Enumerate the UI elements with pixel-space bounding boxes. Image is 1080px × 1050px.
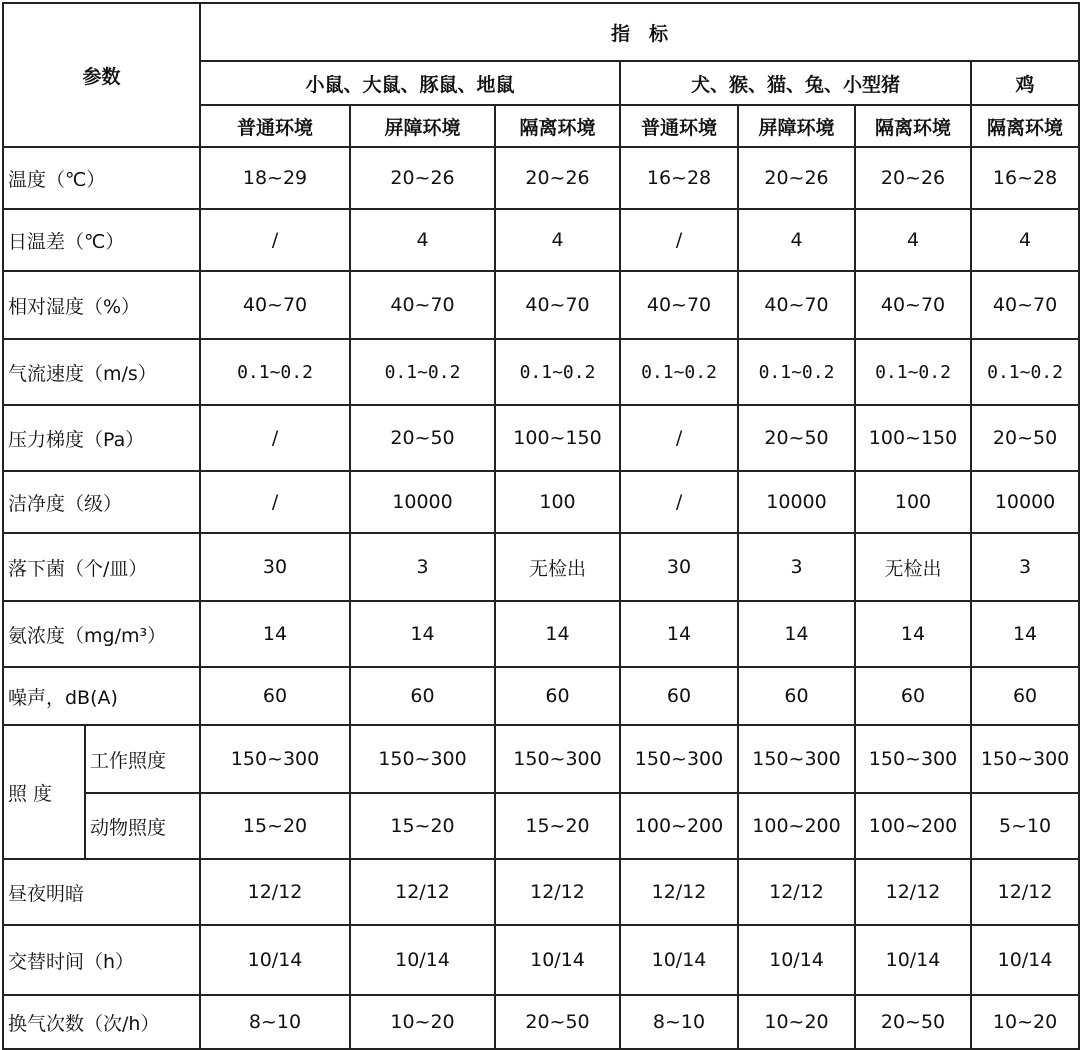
table-cell: 15~20 [350, 793, 495, 859]
table-cell: 0.1~0.2 [495, 339, 620, 405]
table-cell: 150~300 [738, 725, 855, 793]
table-cell: 150~300 [620, 725, 738, 793]
table-row [3, 339, 1079, 405]
table-cell: 无检出 [495, 533, 620, 601]
row-label: 相对湿度（%） [3, 271, 200, 339]
table-cell: 15~20 [200, 793, 350, 859]
table-cell: 12/12 [495, 859, 620, 925]
table-cell: / [200, 209, 350, 271]
table-cell: 10000 [971, 471, 1079, 533]
table-cell: 150~300 [200, 725, 350, 793]
table-cell: 10/14 [738, 925, 855, 995]
table-cell: 150~300 [495, 725, 620, 793]
table-cell: 10~20 [971, 995, 1079, 1049]
table-cell: 20~26 [495, 147, 620, 209]
table-cell: 20~50 [350, 405, 495, 471]
table-cell: 100 [855, 471, 971, 533]
table-row [3, 271, 1079, 339]
table-cell: 100~150 [495, 405, 620, 471]
table-cell: 4 [971, 209, 1079, 271]
table-cell: 14 [620, 601, 738, 667]
table-cell: 150~300 [350, 725, 495, 793]
table-cell: 100 [495, 471, 620, 533]
table-cell: 10/14 [200, 925, 350, 995]
table-cell: 40~70 [200, 271, 350, 339]
table-cell: 10/14 [495, 925, 620, 995]
table-cell: 20~50 [855, 995, 971, 1049]
table-cell: 60 [855, 667, 971, 725]
table-cell: 100~200 [855, 793, 971, 859]
column-header: 隔离环境 [855, 105, 971, 147]
table-cell: 100~200 [738, 793, 855, 859]
table-row [3, 667, 1079, 725]
table-cell: 16~28 [971, 147, 1079, 209]
table-cell: 0.1~0.2 [738, 339, 855, 405]
table-cell: 4 [855, 209, 971, 271]
table-cell: 40~70 [855, 271, 971, 339]
table-cell: / [200, 405, 350, 471]
table-cell: 100~200 [620, 793, 738, 859]
illumination-label: 照 度 [3, 725, 85, 859]
row-label: 压力梯度（Pa） [3, 405, 200, 471]
table-row [3, 995, 1079, 1049]
table-cell: 3 [971, 533, 1079, 601]
table-cell: 40~70 [350, 271, 495, 339]
table-cell: 60 [971, 667, 1079, 725]
table-cell: / [620, 471, 738, 533]
table-cell: 14 [200, 601, 350, 667]
group-header-chicken: 鸡 [971, 61, 1079, 105]
table-cell: 40~70 [495, 271, 620, 339]
table-cell: 40~70 [620, 271, 738, 339]
table-cell: 60 [495, 667, 620, 725]
table-cell: 30 [200, 533, 350, 601]
table-cell: 10/14 [350, 925, 495, 995]
column-header: 普通环境 [200, 105, 350, 147]
table-row [3, 471, 1079, 533]
table-cell: 10~20 [350, 995, 495, 1049]
table-cell: 无检出 [855, 533, 971, 601]
table-cell: 0.1~0.2 [200, 339, 350, 405]
table-cell: 0.1~0.2 [350, 339, 495, 405]
table-cell: / [620, 405, 738, 471]
column-header: 隔离环境 [495, 105, 620, 147]
row-label: 交替时间（h） [3, 925, 200, 995]
column-header: 隔离环境 [971, 105, 1079, 147]
table-cell: 14 [971, 601, 1079, 667]
row-label: 噪声，dB(A) [3, 667, 200, 725]
table-cell: 0.1~0.2 [855, 339, 971, 405]
table-cell: 20~50 [495, 995, 620, 1049]
group-header-rodents: 小鼠、大鼠、豚鼠、地鼠 [200, 61, 620, 105]
table-cell: 14 [738, 601, 855, 667]
table-cell: 0.1~0.2 [971, 339, 1079, 405]
table-cell: 20~50 [971, 405, 1079, 471]
table-cell: 60 [350, 667, 495, 725]
table-cell: 12/12 [855, 859, 971, 925]
table-cell: 12/12 [200, 859, 350, 925]
table-row [3, 793, 1079, 859]
table-row [3, 147, 1079, 209]
row-label: 落下菌（个/皿） [3, 533, 200, 601]
table-cell: 10000 [738, 471, 855, 533]
table-cell: 10/14 [855, 925, 971, 995]
table-cell: 40~70 [971, 271, 1079, 339]
param-header: 参数 [3, 3, 200, 147]
environment-indicator-table [2, 2, 1080, 1050]
row-sublabel: 工作照度 [85, 725, 200, 793]
table-cell: 30 [620, 533, 738, 601]
table-cell: 60 [200, 667, 350, 725]
row-label: 洁净度（级） [3, 471, 200, 533]
table-cell: 14 [350, 601, 495, 667]
table-cell: 40~70 [738, 271, 855, 339]
table-row [3, 209, 1079, 271]
column-header: 屏障环境 [350, 105, 495, 147]
table-cell: 60 [620, 667, 738, 725]
row-label: 换气次数（次/h） [3, 995, 200, 1049]
column-header: 普通环境 [620, 105, 738, 147]
table-row [3, 859, 1079, 925]
table-row [3, 925, 1079, 995]
table-cell: 15~20 [495, 793, 620, 859]
table-row [3, 725, 1079, 793]
table-cell: 14 [495, 601, 620, 667]
table-cell: 10/14 [971, 925, 1079, 995]
row-label: 氨浓度（mg/m³） [3, 601, 200, 667]
table-cell: 20~50 [738, 405, 855, 471]
table-cell: / [200, 471, 350, 533]
table-cell: 150~300 [855, 725, 971, 793]
table-cell: 12/12 [738, 859, 855, 925]
row-label: 日温差（℃） [3, 209, 200, 271]
table-cell: 4 [738, 209, 855, 271]
row-label: 气流速度（m/s） [3, 339, 200, 405]
table-cell: 5~10 [971, 793, 1079, 859]
table-cell: 14 [855, 601, 971, 667]
table-cell: 8~10 [620, 995, 738, 1049]
table-cell: 12/12 [620, 859, 738, 925]
table-cell: 12/12 [971, 859, 1079, 925]
table-cell: 150~300 [971, 725, 1079, 793]
group-header-large-animals: 犬、猴、猫、兔、小型猪 [620, 61, 971, 105]
table-cell: 20~26 [855, 147, 971, 209]
table-cell: 4 [495, 209, 620, 271]
table-cell: 10~20 [738, 995, 855, 1049]
table-cell: 18~29 [200, 147, 350, 209]
table-row [3, 601, 1079, 667]
table-cell: 0.1~0.2 [620, 339, 738, 405]
indicator-header: 指 标 [200, 3, 1079, 61]
table-cell: 60 [738, 667, 855, 725]
table-cell: 8~10 [200, 995, 350, 1049]
table-row [3, 405, 1079, 471]
row-sublabel: 动物照度 [85, 793, 200, 859]
table-cell: 16~28 [620, 147, 738, 209]
row-label: 温度（℃） [3, 147, 200, 209]
table-cell: 10000 [350, 471, 495, 533]
table-cell: 4 [350, 209, 495, 271]
table-cell: 100~150 [855, 405, 971, 471]
table-cell: / [620, 209, 738, 271]
table-cell: 20~26 [738, 147, 855, 209]
column-header: 屏障环境 [738, 105, 855, 147]
table-cell: 12/12 [350, 859, 495, 925]
table-cell: 20~26 [350, 147, 495, 209]
table-cell: 3 [738, 533, 855, 601]
row-label: 昼夜明暗 [3, 859, 200, 925]
table-cell: 10/14 [620, 925, 738, 995]
table-row [3, 533, 1079, 601]
table-cell: 3 [350, 533, 495, 601]
